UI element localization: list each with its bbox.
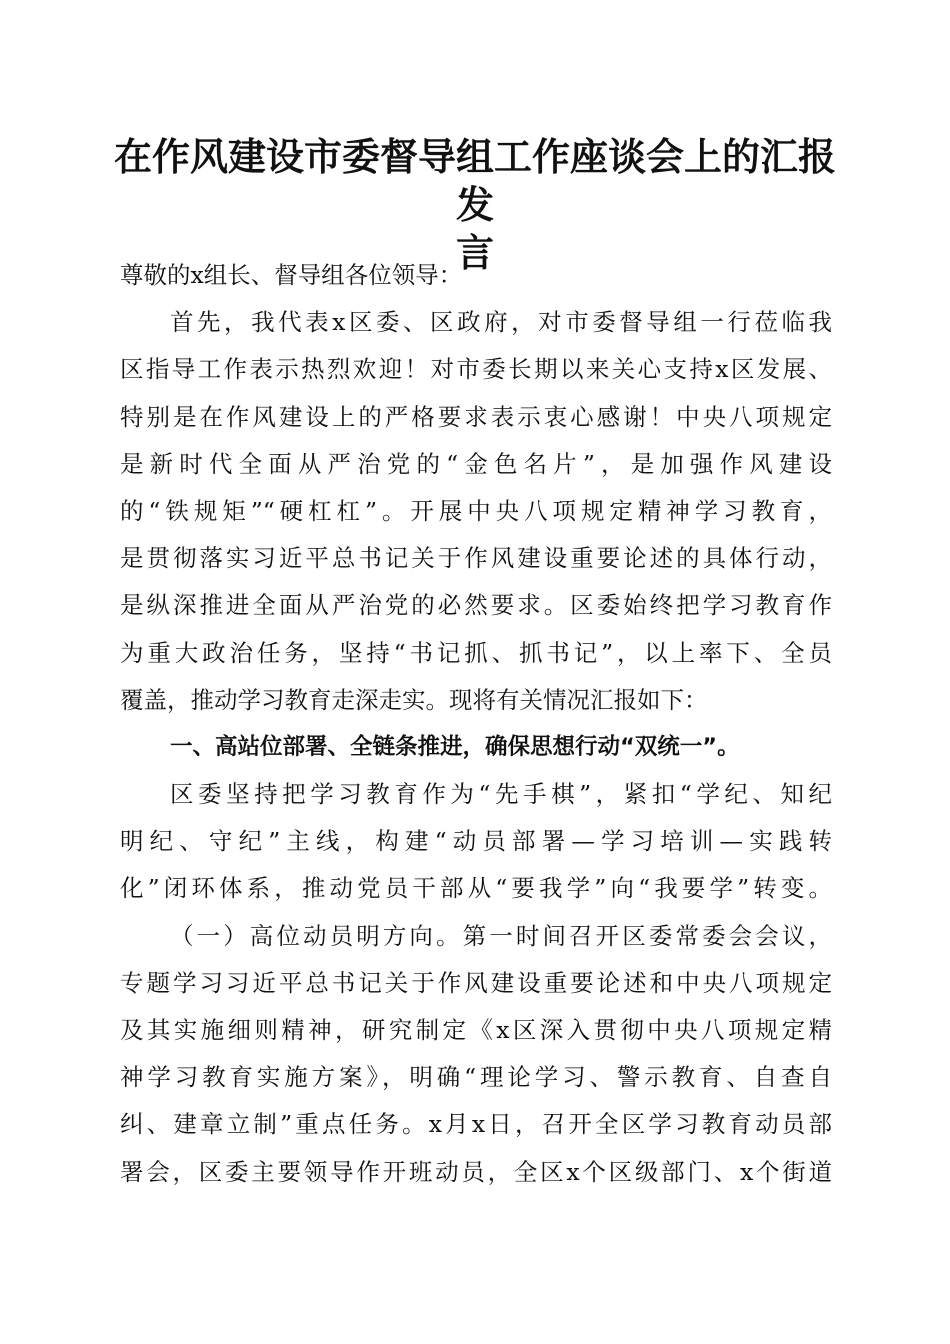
paragraph-1-line: 为重大政治任务，坚持“书记抓、抓书记”，以上率下、全员 [120,638,832,667]
paragraph-1-line: 区指导工作表示热烈欢迎！对市委长期以来关心支持x区发展、 [120,355,832,384]
paragraph-1-line: 是新时代全面从严治党的“金色名片”，是加强作风建设 [120,449,832,478]
paragraph-3-line: （一）高位动员明方向。第一时间召开区委常委会会议， [170,921,832,950]
section-heading-1: 一、高站位部署、全链条推进，确保思想行动“双统一”。 [170,733,740,760]
paragraph-3-line: 神学习教育实施方案》，明确“理论学习、警示教育、自查自 [120,1063,832,1092]
title-line-2: 言 [455,230,494,275]
paragraph-3-line: 纠、建章立制”重点任务。x月x日，召开全区学习教育动员部 [120,1110,832,1139]
paragraph-1-line: 是纵深推进全面从严治党的必然要求。区委始终把学习教育作 [120,591,832,620]
paragraph-3-line: 专题学习习近平总书记关于作风建设重要论述和中央八项规定 [120,968,832,997]
paragraph-2-line: 化”闭环体系，推动党员干部从“要我学”向“我要学”转变。 [120,874,832,903]
paragraph-2-line: 明纪、守纪”主线，构建“动员部署—学习培训—实践转 [120,827,832,856]
paragraph-1-line: 的“铁规矩”“硬杠杠”。开展中央八项规定精神学习教育， [120,496,832,525]
paragraph-3-line: 及其实施细则精神，研究制定《x区深入贯彻中央八项规定精 [120,1016,832,1044]
paragraph-3-line: 署会，区委主要领导作开班动员，全区x个区级部门、x个街道 [120,1157,832,1186]
title-line-1: 在作风建设市委督导组工作座谈会上的汇报发 [113,134,836,227]
salutation: 尊敬的x组长、督导组各位领导： [120,261,463,289]
document-body [120,252,832,1196]
paragraph-1-line: 覆盖，推动学习教育走深走实。现将有关情况汇报如下： [120,685,708,714]
paragraph-1-line: 是贯彻落实习近平总书记关于作风建设重要论述的具体行动， [120,544,832,573]
paragraph-2-line: 区委坚持把学习教育作为“先手棋”，紧扣“学纪、知纪 [170,780,832,809]
paragraph-1-line: 首先，我代表x区委、区政府，对市委督导组一行莅临我 [170,308,832,337]
paragraph-1-line: 特别是在作风建设上的严格要求表示衷心感谢！中央八项规定 [120,402,832,431]
